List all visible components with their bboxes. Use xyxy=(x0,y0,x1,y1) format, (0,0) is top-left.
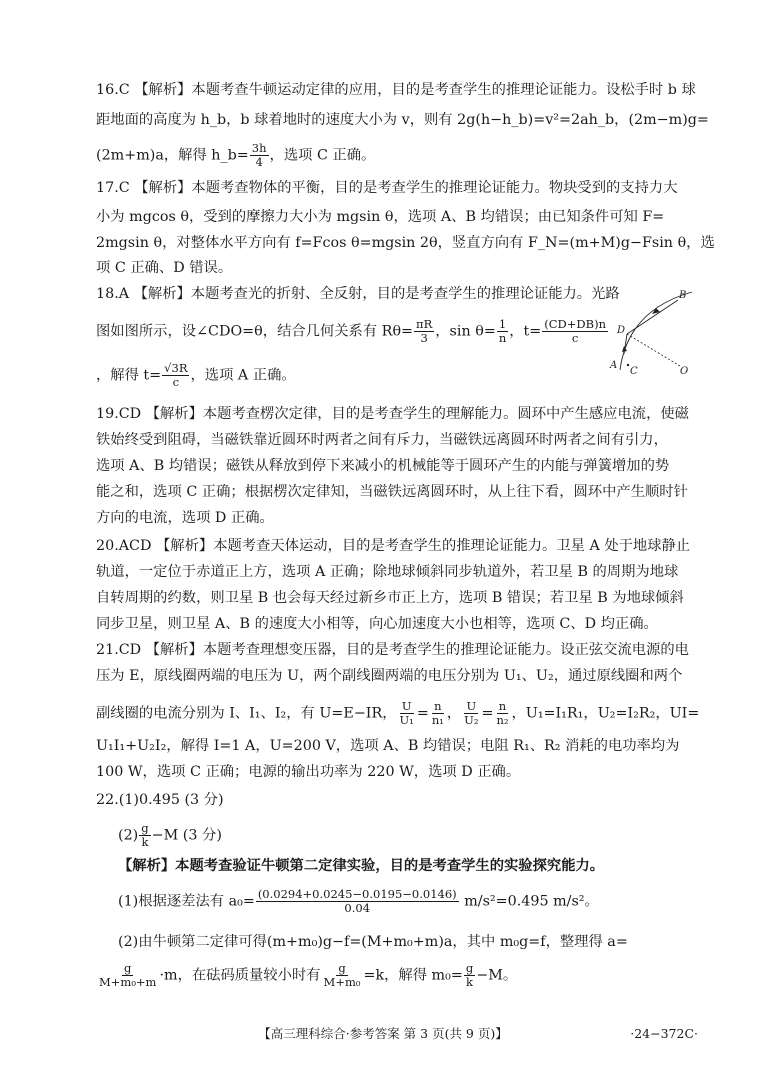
q19-line-5: 方向的电流，选项 D 正确。 xyxy=(96,510,274,526)
footer-code: ·24−372C· xyxy=(630,1026,698,1041)
q16-line-3 xyxy=(96,142,696,169)
page-footer xyxy=(0,1024,764,1044)
fraction xyxy=(322,962,363,989)
q17-line-4: 项 C 正确、D 错误。 xyxy=(96,260,233,276)
text: ·m，在砝码质量较小时有 xyxy=(159,967,321,984)
q22-line-3: 【解析】本题考查验证牛顿第二定律实验，目的是考查学生的实验探究能力。 xyxy=(118,858,605,874)
denominator: k xyxy=(466,975,474,989)
numerator: n xyxy=(434,699,442,713)
denominator: c xyxy=(172,375,180,389)
numerator: g xyxy=(338,961,346,975)
fraction xyxy=(414,318,434,345)
q21-line-4: U₁I₁+U₂I₂，解得 I=1 A，U=200 V，选项 A、B 均错误；电阻 R₁、R₂ 消耗的电功率均为 xyxy=(96,738,680,754)
label-c: C xyxy=(630,366,638,377)
numerator: n xyxy=(498,699,507,713)
q21-line-2: 压为 E，原线圈两端的电压为 U，两个副线圈两端的电压分别为 U₁、U₂，通过原线圈和两个 xyxy=(96,668,683,684)
denominator: k xyxy=(141,835,149,849)
numerator: U xyxy=(466,699,477,713)
text: −M。 xyxy=(476,967,518,984)
text: = xyxy=(481,705,494,722)
text: = xyxy=(416,705,429,722)
text: (1)根据逐差法有 a₀= xyxy=(118,893,255,910)
q20-line-3: 自转周期的约数，则卫星 B 也会每天经过新乡市正上方，选项 B 错误；若卫星 B 为地球倾斜 xyxy=(96,590,684,606)
fraction xyxy=(139,822,150,849)
fraction xyxy=(256,888,459,915)
q18-line-3 xyxy=(96,362,596,389)
text: ，解得 t= xyxy=(96,367,162,384)
q22-line-5: (2)由牛顿第二定律可得(m+m₀)g−f=(M+m₀+m)a，其中 m₀g=f，整理得 a= xyxy=(118,934,628,950)
text: −M (3 分) xyxy=(151,827,222,844)
text: m/s²=0.495 m/s²。 xyxy=(459,893,599,910)
numerator: 3h xyxy=(251,141,267,155)
text: ，t= xyxy=(509,323,542,340)
text: 副线圈的电流分别为 I、I₁、I₂，有 U=E−IR， xyxy=(96,705,397,722)
numerator: (0.0294+0.0245−0.0195−0.0146) xyxy=(257,887,457,901)
q17-line-2: 小为 mgcos θ，受到的摩擦力大小为 mgsin θ，选项 A、B 均错误；由已知条件可知 F= xyxy=(96,209,665,225)
numerator: (CD+DB)n xyxy=(544,317,606,331)
text: ，sin θ= xyxy=(435,323,496,340)
text: (2) xyxy=(118,827,139,844)
label-o: O xyxy=(680,366,689,377)
q22-line-4 xyxy=(118,888,696,915)
fraction xyxy=(97,962,158,989)
point-c xyxy=(627,364,629,366)
denominator: U₁ xyxy=(399,713,414,727)
q21-line-1: 21.CD 【解析】本题考查理想变压器，目的是考查学生的推理论证能力。设正弦交流电源的电 xyxy=(96,642,689,658)
text: 图如图所示，设∠CDO=θ，结合几何关系有 Rθ= xyxy=(96,323,414,340)
numerator: g xyxy=(465,961,474,975)
numerator: 1 xyxy=(498,317,507,331)
q19-line-4: 能之和，选项 C 正确；根据楞次定律知，当磁铁远离圆环时，从上往下看，圆环中产生顺时针 xyxy=(96,484,688,500)
denominator: M+m₀+m xyxy=(99,975,157,989)
footer-title: 【高三理科综合·参考答案 第 3 页(共 9 页)】 xyxy=(258,1026,508,1041)
denominator: c xyxy=(571,331,579,345)
q17-line-3: 2mgsin θ，对整体水平方向有 f=Fcos θ=mgsin 2θ，竖直方向有 F_N=(m+M)g−Fsin θ，选 xyxy=(96,235,715,251)
text: ，选项 A 正确。 xyxy=(190,367,296,384)
q20-line-1: 20.ACD 【解析】本题考查天体运动，目的是考查学生的推理论证能力。卫星 A 处于地球静止 xyxy=(96,538,691,554)
q18-line-1: 18.A 【解析】本题考查光的折射、全反射，目的是考查学生的推理论证能力。光路 xyxy=(96,286,620,302)
fraction xyxy=(430,700,446,727)
fraction xyxy=(250,142,269,169)
denominator: n xyxy=(498,331,507,345)
q20-line-4: 同步卫星，则卫星 A、B 的速度大小相等，向心加速度大小也相等，选项 C、D 均正确。 xyxy=(96,616,658,632)
denominator: n₁ xyxy=(431,713,444,727)
fraction xyxy=(497,318,508,345)
q18-line-2 xyxy=(96,317,606,345)
denominator: 4 xyxy=(255,155,263,169)
q16-line-2: 距地面的高度为 h_b，b 球着地时的速度大小为 v，则有 2g(h−h_b)=v²=2ah_b，(2m−m)g= xyxy=(96,112,709,128)
text: =k，解得 m₀= xyxy=(363,967,463,984)
fraction xyxy=(542,318,608,345)
denominator: 3 xyxy=(420,331,428,345)
numerator: g xyxy=(141,821,149,835)
label-a: A xyxy=(610,360,618,371)
normal-do xyxy=(627,334,680,366)
numerator: U xyxy=(401,699,412,713)
q19-line-1: 19.CD 【解析】本题考查楞次定律，目的是考查学生的理解能力。圆环中产生感应电流，使磁 xyxy=(96,406,689,422)
numerator: πR xyxy=(416,317,433,331)
q22-line-1: 22.(1)0.495 (3 分) xyxy=(96,792,224,808)
denominator: 0.04 xyxy=(344,901,371,915)
fraction xyxy=(462,700,480,727)
ray-arrow-2 xyxy=(622,346,627,352)
label-b: B xyxy=(679,290,687,301)
q22-line-6 xyxy=(96,962,696,989)
q19-line-2: 铁始终受到阻碍，当磁铁靠近圆环时两者之间有斥力，当磁铁远离圆环时两者之间有引力， xyxy=(96,432,668,448)
q16-line-1: 16.C 【解析】本题考查牛顿运动定律的应用，目的是考查学生的推理论证能力。设松手时 b 球 xyxy=(96,82,696,98)
text: ，U₁=I₁R₁，U₂=I₂R₂，UI= xyxy=(511,705,700,722)
fraction xyxy=(398,700,416,727)
fraction xyxy=(464,962,475,989)
fraction xyxy=(162,362,189,389)
fraction xyxy=(494,700,510,727)
denominator: n₂ xyxy=(496,713,509,727)
q21-line-3 xyxy=(96,699,700,727)
text: ， xyxy=(446,705,462,722)
q21-line-5: 100 W，选项 C 正确；电源的输出功率为 220 W，选项 D 正确。 xyxy=(96,764,521,780)
q22-line-2 xyxy=(118,822,696,849)
denominator: U₂ xyxy=(464,713,479,727)
q19-line-3: 选项 A、B 均错误；磁铁从释放到停下来减小的机械能等于圆环产生的内能与弹簧增加的势 xyxy=(96,458,670,474)
ray-db xyxy=(627,300,678,334)
text: ，选项 C 正确。 xyxy=(269,147,376,164)
q20-line-2: 轨道，一定位于赤道正上方，选项 A 正确；除地球倾斜同步轨道外，若卫星 B 的周期为地球 xyxy=(96,564,679,580)
text: (2m+m)a，解得 h_b= xyxy=(96,147,249,164)
numerator: √3R xyxy=(164,361,188,375)
numerator: g xyxy=(124,961,132,975)
label-d: D xyxy=(617,325,626,336)
light-path-figure xyxy=(600,282,700,382)
q17-line-1: 17.C 【解析】本题考查物体的平衡，目的是考查学生的推理论证能力。物块受到的支持力大 xyxy=(96,180,678,196)
denominator: M+m₀ xyxy=(323,975,361,989)
